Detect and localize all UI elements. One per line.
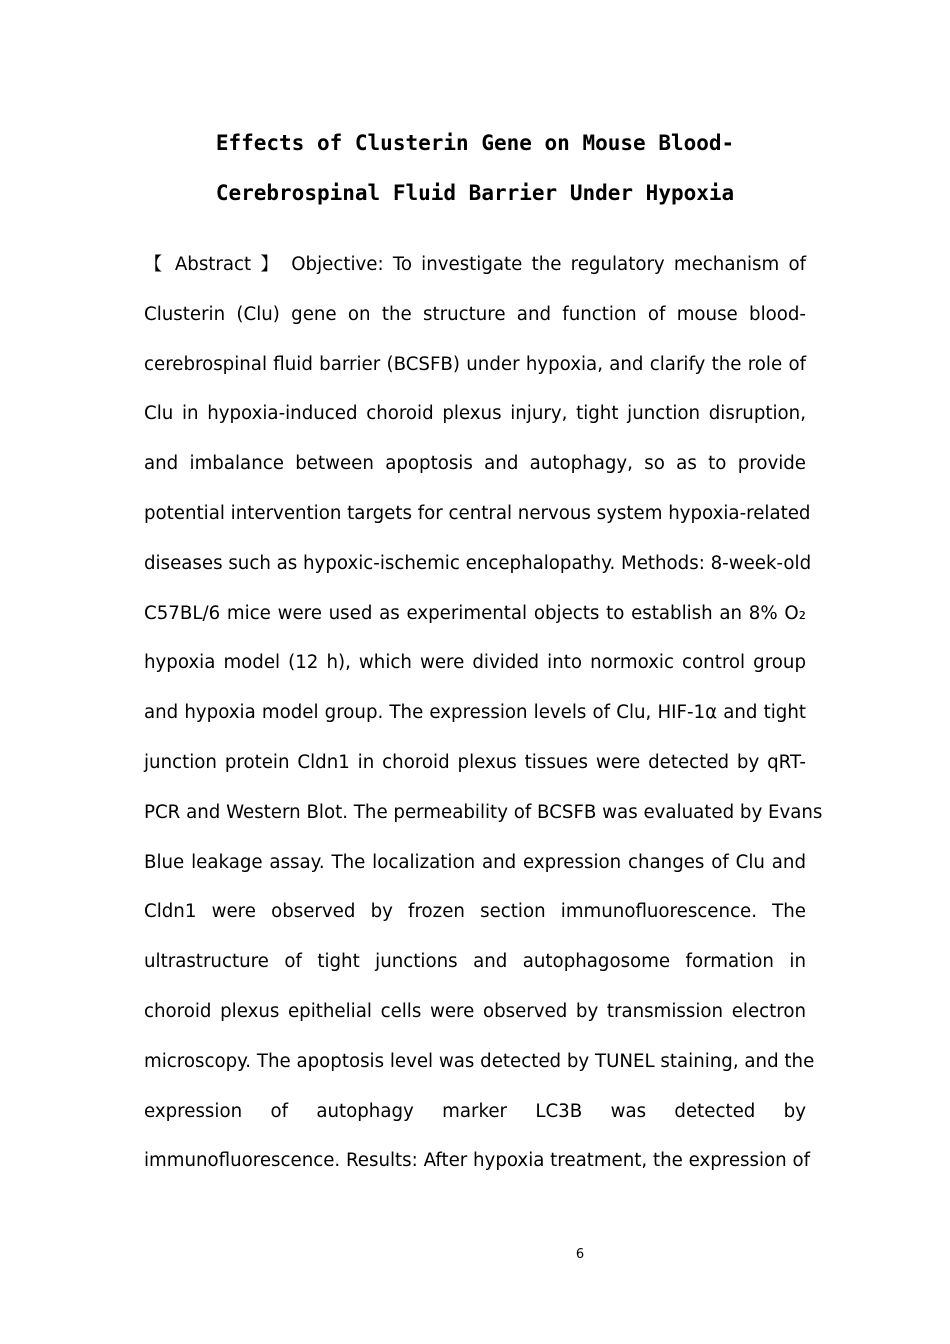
abstract-line: Cldn1 were observed by frozen section immunofluorescence. The — [144, 901, 806, 923]
abstract-line: potential intervention targets for central nervous system hypoxia-related — [144, 502, 811, 524]
abstract-line: immunofluorescence. Results: After hypoxia treatment, the expression of — [144, 1150, 811, 1172]
page-number: 6 — [575, 1247, 585, 1262]
title-line: Cerebrospinal Fluid Barrier Under Hypoxia — [215, 181, 735, 205]
abstract-line: ultrastructure of tight junctions and autophagosome formation in — [144, 951, 806, 973]
abstract-paragraph — [144, 240, 823, 1186]
title-line: Effects of Clusterin Gene on Mouse Blood- — [215, 131, 735, 155]
abstract-line: choroid plexus epithelial cells were observed by transmission electron — [144, 1000, 806, 1022]
abstract-line: C57BL/6 mice were used as experimental objects to establish an 8% O₂ — [144, 602, 806, 624]
abstract-line: expression of autophagy marker LC3B was detected by — [144, 1100, 806, 1122]
abstract-line: microscopy. The apoptosis level was detected by TUNEL staining, and the — [144, 1050, 815, 1072]
abstract-line: and imbalance between apoptosis and autophagy, so as to provide — [144, 453, 806, 475]
abstract-line: cerebrospinal fluid barrier (BCSFB) under hypoxia, and clarify the role of — [144, 353, 806, 375]
paper-title — [0, 118, 950, 218]
abstract-line: PCR and Western Blot. The permeability of BCSFB was evaluated by Evans — [144, 801, 823, 823]
abstract-line: Clu in hypoxia-induced choroid plexus injury, tight junction disruption, — [144, 403, 806, 425]
abstract-line: hypoxia model (12 h), which were divided into normoxic control group — [144, 652, 806, 674]
abstract-line: Clusterin (Clu) gene on the structure and function of mouse blood- — [144, 303, 806, 325]
abstract-line: diseases such as hypoxic-ischemic encephalopathy. Methods: 8-week-old — [144, 552, 812, 574]
abstract-line: 【 Abstract 】 Objective: To investigate the regulatory mechanism of — [144, 254, 806, 275]
abstract-line: junction protein Cldn1 in choroid plexus tissues were detected by qRT- — [144, 751, 806, 773]
abstract-line: Blue leakage assay. The localization and expression changes of Clu and — [144, 851, 806, 873]
abstract-line: and hypoxia model group. The expression levels of Clu, HIF-1α and tight — [144, 702, 806, 724]
